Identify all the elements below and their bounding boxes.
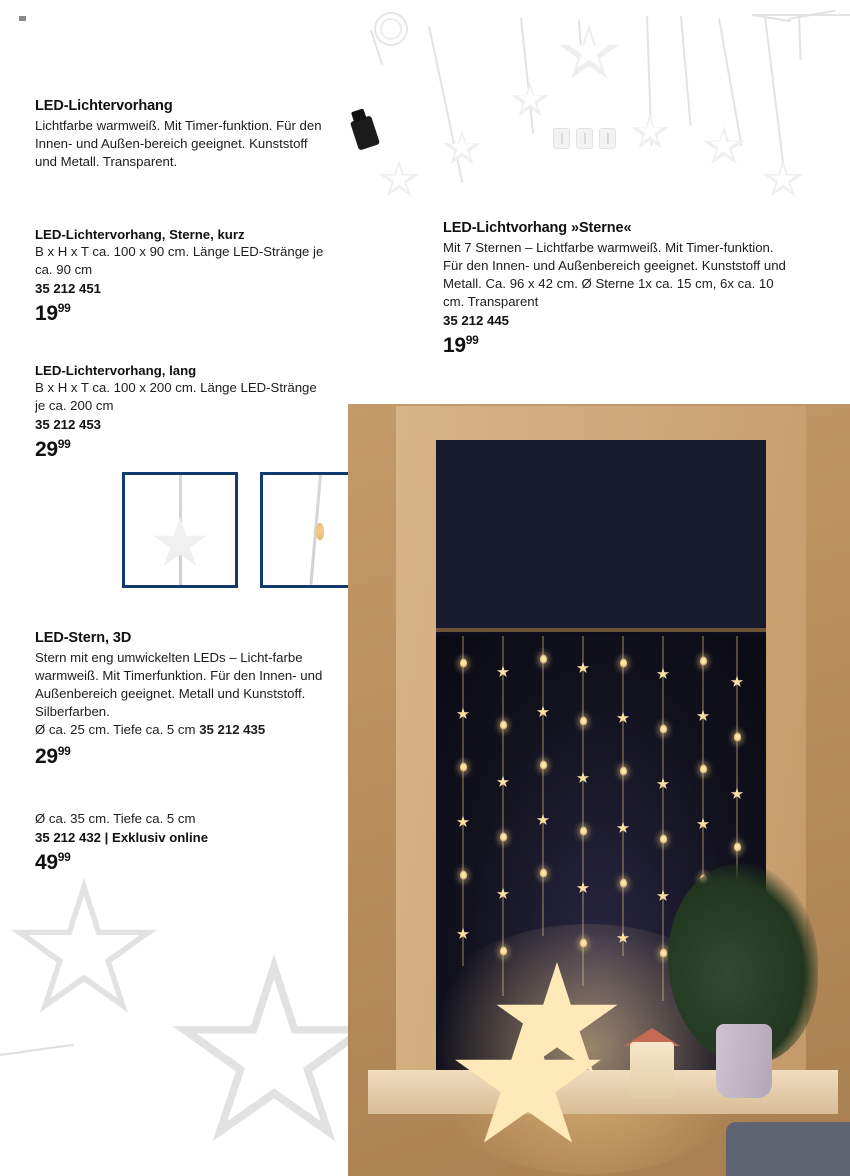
- variant-block-sterne-kurz: [35, 227, 325, 324]
- product-description: Stern mit eng umwickelten LEDs – Licht-farbe warmweiß. Mit Timerfunktion. Für den Innen- und Außenbereich geeignet. Metall und Kunststoff. Silberfarben.: [35, 650, 323, 720]
- price-cents: 99: [57, 850, 71, 865]
- controller-box: [553, 128, 570, 149]
- article-number: 35 212 451: [35, 281, 102, 297]
- window-blind: [436, 440, 766, 632]
- controller-box: [599, 128, 616, 149]
- variant-specs-and-article: [35, 721, 335, 739]
- price-main: 29: [35, 438, 58, 462]
- image-window-scene: [348, 404, 850, 1176]
- variant-specs: Ø ca. 25 cm. Tiefe ca. 5 cm: [35, 722, 196, 738]
- image-3d-led-stars: [0, 866, 400, 1176]
- price-main: 29: [35, 745, 58, 769]
- product-title: LED-Lichtervorhang: [35, 98, 173, 114]
- variant-name: LED-Lichtervorhang, lang: [35, 363, 197, 378]
- price-main: 19: [443, 334, 466, 358]
- article-number: 35 212 435: [199, 722, 266, 738]
- price: [35, 745, 335, 767]
- price-main: 49: [35, 851, 58, 875]
- product-block-led-lichtervorhang: [35, 98, 325, 171]
- wire-star-small: [8, 878, 160, 1026]
- variant-block-stern-35cm: [35, 810, 335, 873]
- variant-specs: Ø ca. 35 cm. Tiefe ca. 5 cm: [35, 811, 196, 826]
- product-description: Lichtfarbe warmweiß. Mit Timer-funktion. Für den Innen- und Außen-bereich geeignet. Kunststoff und Metall. Transparent.: [35, 118, 322, 170]
- price-cents: 99: [57, 301, 71, 316]
- decor-sofa: [726, 1122, 850, 1176]
- variant-name: LED-Lichtervorhang, Sterne, kurz: [35, 227, 245, 242]
- price-cents: 99: [465, 333, 479, 348]
- article-number: 35 212 453: [35, 417, 102, 433]
- variant-specs: B x H x T ca. 100 x 200 cm. Länge LED-Stränge je ca. 200 cm: [35, 380, 317, 414]
- price-cents: 99: [57, 437, 71, 452]
- power-plug: [350, 115, 380, 150]
- product-description: Mit 7 Sternen – Lichtfarbe warmweiß. Mit Timer-funktion. Für den Innen- und Außenbereich geeignet. Kunststoff und Metall. Ca. 96 x 42 cm. Ø Sterne 1x ca. 15 cm, 6x ca. 10 cm. Transparent: [443, 240, 786, 310]
- product-title: LED-Lichtvorhang »Sterne«: [443, 220, 632, 236]
- hero-image-light-curtain: [348, 0, 850, 210]
- article-number: 35 212 432 | Exklusiv online: [35, 830, 209, 846]
- article-number: 35 212 445: [443, 313, 510, 329]
- price: [443, 334, 793, 356]
- price-main: 19: [35, 302, 58, 326]
- product-block-lichtvorhang-sterne: [443, 220, 793, 356]
- variant-block-lang: [35, 363, 325, 460]
- thumbnail-star-closeup: [122, 472, 238, 588]
- decor-lantern: [630, 1042, 674, 1098]
- price: [35, 302, 325, 324]
- variant-specs: B x H x T ca. 100 x 90 cm. Länge LED-Stränge je ca. 90 cm: [35, 244, 324, 278]
- product-title: LED-Stern, 3D: [35, 630, 132, 646]
- price-cents: 99: [57, 744, 71, 759]
- product-block-led-stern-3d: [35, 630, 335, 767]
- price: [35, 438, 325, 460]
- decor-vase: [716, 1024, 772, 1098]
- page-corner-mark: [19, 16, 26, 21]
- controller-box: [576, 128, 593, 149]
